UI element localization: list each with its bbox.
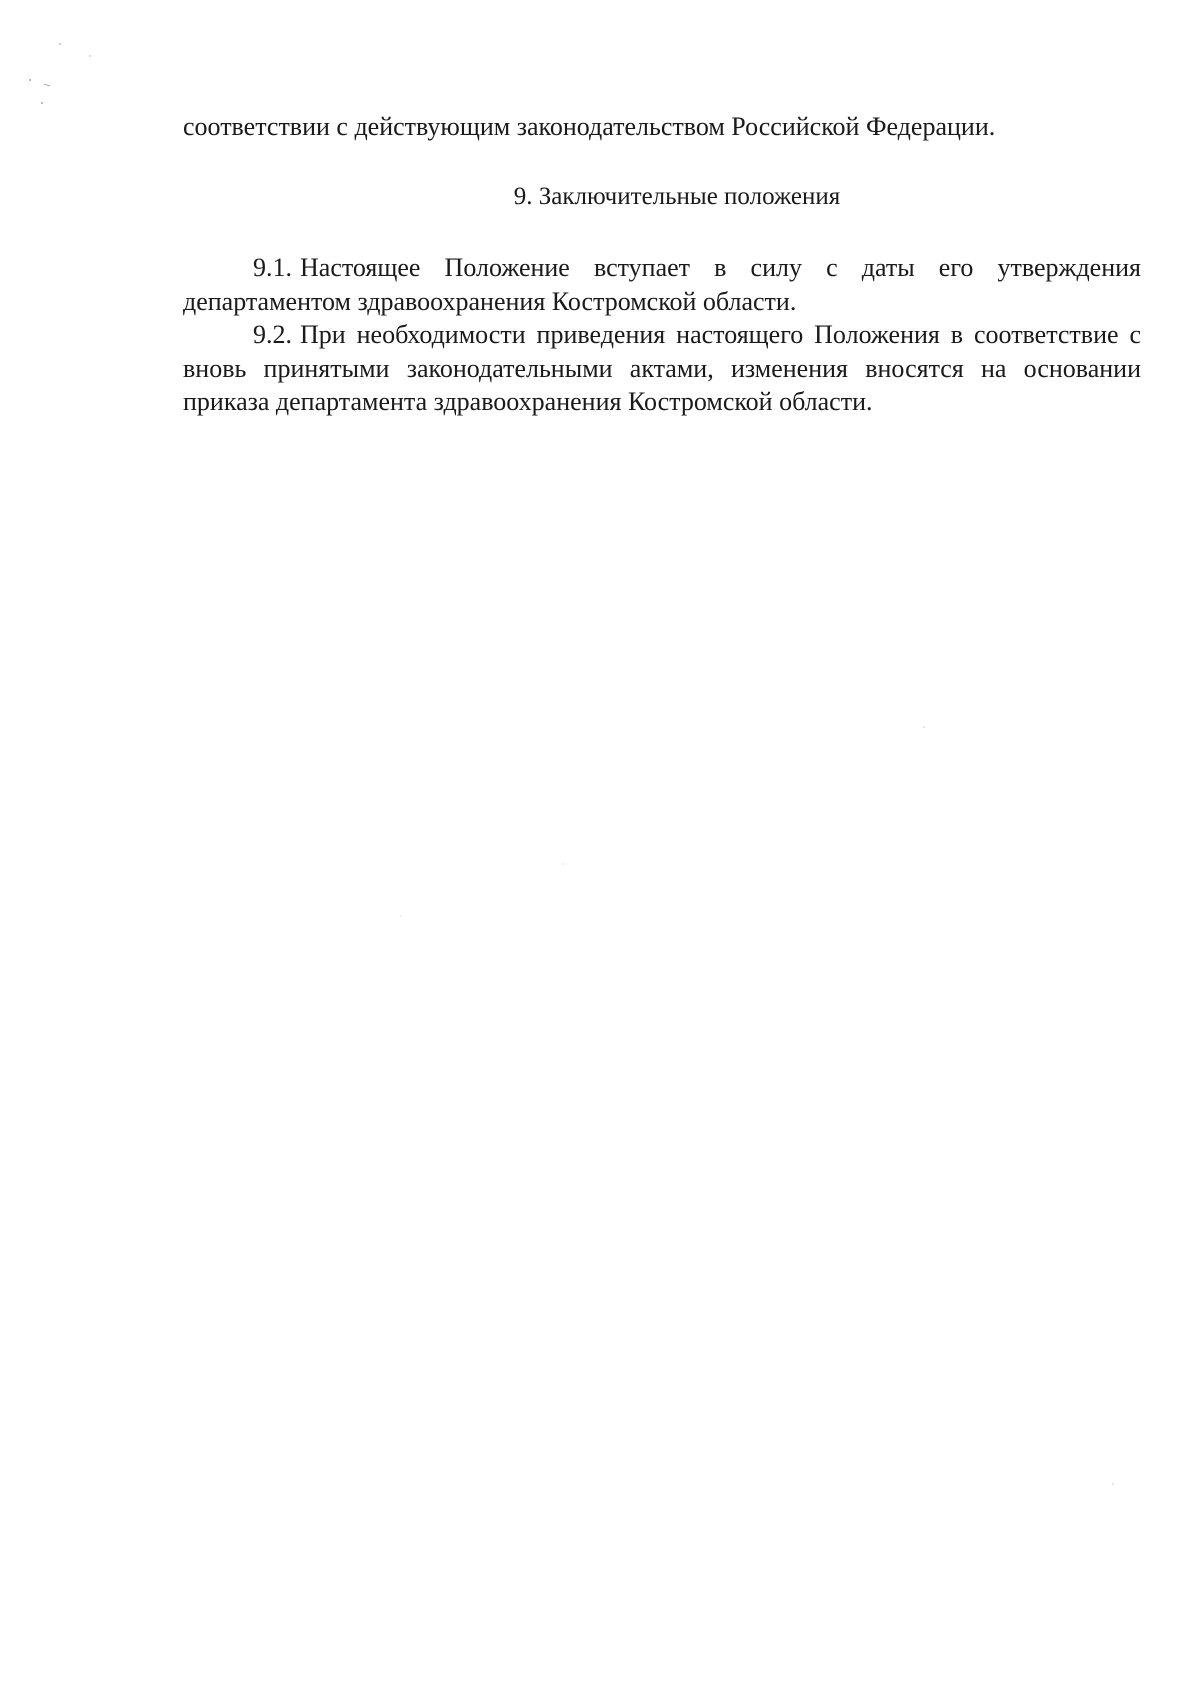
paragraph-9-1 <box>183 251 1141 318</box>
section-heading: 9. Заключительные положения <box>513 182 841 210</box>
paragraph-text: При необходимости приведения настоящего Положения в соответствие с вновь принятыми законодательными актами, изменения вносятся на основании приказа департамента здравоохранения Костромской области. <box>183 320 1141 416</box>
continuation-line: соответствии с действующим законодательством Российской Федерации. <box>183 112 996 141</box>
paragraph-9-2 <box>183 318 1141 419</box>
document-body <box>183 110 1141 419</box>
paragraph-text: Настоящее Положение вступает в силу с даты его утверждения департаментом здравоохранения Костромской области. <box>183 253 1141 316</box>
paragraph-number: 9.1. <box>253 253 292 282</box>
paragraph-number: 9.2. <box>253 320 292 349</box>
